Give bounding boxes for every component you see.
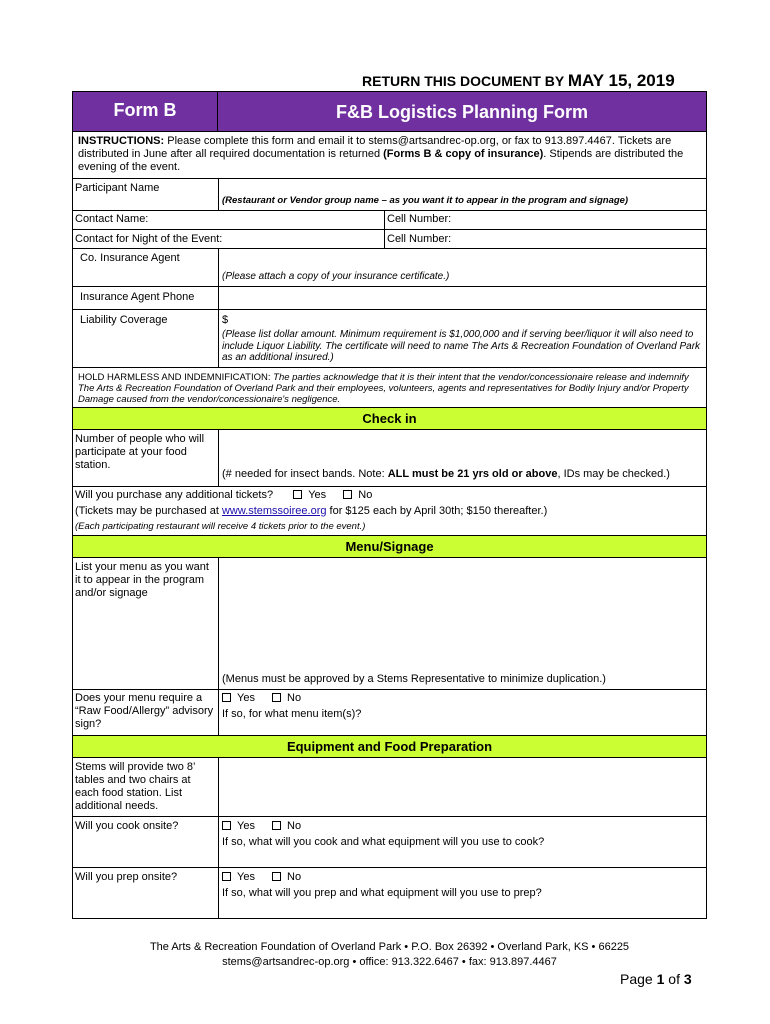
section-equipment xyxy=(73,735,706,758)
cook-options xyxy=(222,820,315,833)
menu-title: Menu/Signage xyxy=(345,539,434,554)
people-field[interactable] xyxy=(219,430,706,485)
page-of: of xyxy=(664,971,684,987)
tickets-note: (Each participating restaurant will receive 4 tickets prior to the event.) xyxy=(75,521,366,532)
instructions xyxy=(78,135,704,174)
cook-no-checkbox[interactable] xyxy=(272,821,281,830)
insurance-hint: (Please attach a copy of your insurance certificate.) xyxy=(222,271,450,282)
prep-yes-label: Yes xyxy=(237,871,255,883)
prep-yes-checkbox[interactable] xyxy=(222,872,231,881)
cell-number-field[interactable] xyxy=(460,211,705,228)
agent-phone-field[interactable] xyxy=(219,287,706,308)
return-by-line xyxy=(362,71,675,91)
hold-harmless-label: HOLD HARMLESS AND INDEMNIFICATION: xyxy=(78,372,271,383)
page-total: 3 xyxy=(683,971,692,987)
instructions-label: INSTRUCTIONS: xyxy=(78,135,165,147)
people-hint xyxy=(222,468,670,481)
prep-no-label: No xyxy=(287,871,302,883)
prep-followup[interactable]: If so, what will you prep and what equipment will you use to prep? xyxy=(222,887,542,899)
participant-name-hint: (Restaurant or Vendor group name – as you want it to appear in the program and signage) xyxy=(222,195,629,206)
page-number xyxy=(620,971,692,987)
raw-food-yes-label: Yes xyxy=(237,692,255,704)
tickets-no-checkbox[interactable] xyxy=(343,490,352,499)
agent-phone-label: Insurance Agent Phone xyxy=(80,291,195,303)
raw-food-yes-checkbox[interactable] xyxy=(222,693,231,702)
tickets-line-2: for $125 each by April 30th; $150 thereafter.) xyxy=(326,505,548,517)
section-menu-signage xyxy=(73,535,706,558)
raw-food-label: Does your menu require a “Raw Food/Allergy” advisory sign? xyxy=(75,692,214,730)
contact-name-label: Contact Name: xyxy=(75,213,149,225)
menu-list-field[interactable] xyxy=(219,558,706,688)
page-prefix: Page xyxy=(620,971,657,987)
contact-night-label: Contact for Night of the Event: xyxy=(75,233,223,245)
cook-yes-option[interactable] xyxy=(222,820,255,833)
form-id: Form B xyxy=(113,100,177,120)
raw-food-no-label: No xyxy=(287,692,302,704)
tickets-yes-checkbox[interactable] xyxy=(293,490,302,499)
cook-yes-label: Yes xyxy=(237,820,255,832)
cell-number-label: Cell Number: xyxy=(387,213,452,225)
cook-label: Will you cook onsite? xyxy=(75,820,179,832)
tickets-question: Will you purchase any additional tickets? xyxy=(75,489,274,501)
cook-no-label: No xyxy=(287,820,302,832)
page-current: 1 xyxy=(656,971,665,987)
instructions-text2: . Stipends are distributed the evening of the event. xyxy=(78,148,684,173)
liability-label: Liability Coverage xyxy=(80,314,168,326)
equipment-needs-field[interactable] xyxy=(219,758,706,815)
cook-no-option[interactable] xyxy=(272,820,301,833)
tickets-yes-label: Yes xyxy=(308,489,327,501)
hold-harmless xyxy=(78,372,704,405)
people-label: Number of people who will participate at your food station. xyxy=(75,433,205,471)
cell-number-label-2: Cell Number: xyxy=(387,233,452,245)
instructions-bold: (Forms B & copy of insurance) xyxy=(383,148,544,160)
participant-name-label: Participant Name xyxy=(75,182,160,194)
contact-name-field[interactable] xyxy=(160,211,382,228)
prep-no-checkbox[interactable] xyxy=(272,872,281,881)
insurance-agent-label: Co. Insurance Agent xyxy=(80,252,180,264)
tickets-no-label: No xyxy=(358,489,373,501)
people-hint-bold: ALL must be 21 yrs old or above xyxy=(387,468,558,480)
return-by-label: RETURN THIS DOCUMENT BY xyxy=(362,73,568,89)
people-hint-1: (# needed for insect bands. Note: xyxy=(222,468,388,480)
footer-org-line: The Arts & Recreation Foundation of Overland Park • P.O. Box 26392 • Overland Park, KS • 66225 xyxy=(149,941,630,953)
equipment-provide-label: Stems will provide two 8’ tables and two chairs at each food station. List additional needs. xyxy=(75,761,196,812)
tickets-line-1: (Tickets may be purchased at xyxy=(75,505,222,517)
people-hint-2: , IDs may be checked.) xyxy=(557,468,670,480)
cook-yes-checkbox[interactable] xyxy=(222,821,231,830)
instructions-text1: Please complete this form and email it to stems@artsandrec-op.org, or fax to 913.897.4467. Tickets are distributed in June after all required documentation is returned xyxy=(78,135,672,160)
form-id-cell xyxy=(72,91,218,132)
prep-yes-option[interactable] xyxy=(222,871,255,884)
contact-night-field[interactable] xyxy=(230,230,382,247)
prep-options xyxy=(222,871,315,884)
participant-name-field[interactable] xyxy=(219,179,706,209)
insurance-agent-field[interactable] xyxy=(219,249,706,285)
raw-food-no-option[interactable] xyxy=(272,692,301,705)
menu-list-label: List your menu as you want it to appear in the program and/or signage xyxy=(75,561,209,599)
tickets-no-option[interactable] xyxy=(343,489,372,502)
raw-food-followup[interactable]: If so, for what menu item(s)? xyxy=(222,708,362,720)
hold-harmless-text: The parties acknowledge that it is their intent that the vendor/concessionaire release and indemnify The Arts & Recreation Foundation of Overland Park and their employees, volunteers, agents and representatives for Bodily Injury and/or Property Damage caused from the vendor/concessionaire's negligence. xyxy=(78,372,689,405)
prep-label: Will you prep onsite? xyxy=(75,871,178,883)
footer-contact-line: stems@artsandrec-op.org • office: 913.322.6467 • fax: 913.897.4467 xyxy=(222,956,557,968)
liability-dollar: $ xyxy=(222,314,229,326)
form-title: F&B Logistics Planning Form xyxy=(335,102,588,122)
cell-number-field-2[interactable] xyxy=(460,230,705,247)
form-title-cell xyxy=(217,91,707,132)
prep-no-option[interactable] xyxy=(272,871,301,884)
liability-field[interactable] xyxy=(222,314,704,330)
tickets-yes-option[interactable] xyxy=(293,489,326,502)
return-by-date: MAY 15, 2019 xyxy=(567,71,675,90)
tickets-row xyxy=(75,489,386,502)
tickets-info xyxy=(75,505,547,518)
cook-followup[interactable]: If so, what will you cook and what equipment will you use to cook? xyxy=(222,836,545,848)
raw-food-options xyxy=(222,692,315,705)
check-in-title: Check in xyxy=(362,411,417,426)
raw-food-no-checkbox[interactable] xyxy=(272,693,281,702)
equipment-title: Equipment and Food Preparation xyxy=(286,739,493,754)
tickets-link[interactable]: www.stemssoiree.org xyxy=(221,505,327,517)
raw-food-yes-option[interactable] xyxy=(222,692,255,705)
liability-hint: (Please list dollar amount. Minimum requirement is $1,000,000 and if serving beer/liquor it will also need to include Liquor Liability. The certificate will need to name The Arts & Recreation Foundation of Overland Park as an additional insured.) xyxy=(222,329,701,363)
menu-list-hint: (Menus must be approved by a Stems Representative to minimize duplication.) xyxy=(222,673,606,685)
section-check-in xyxy=(73,407,706,430)
